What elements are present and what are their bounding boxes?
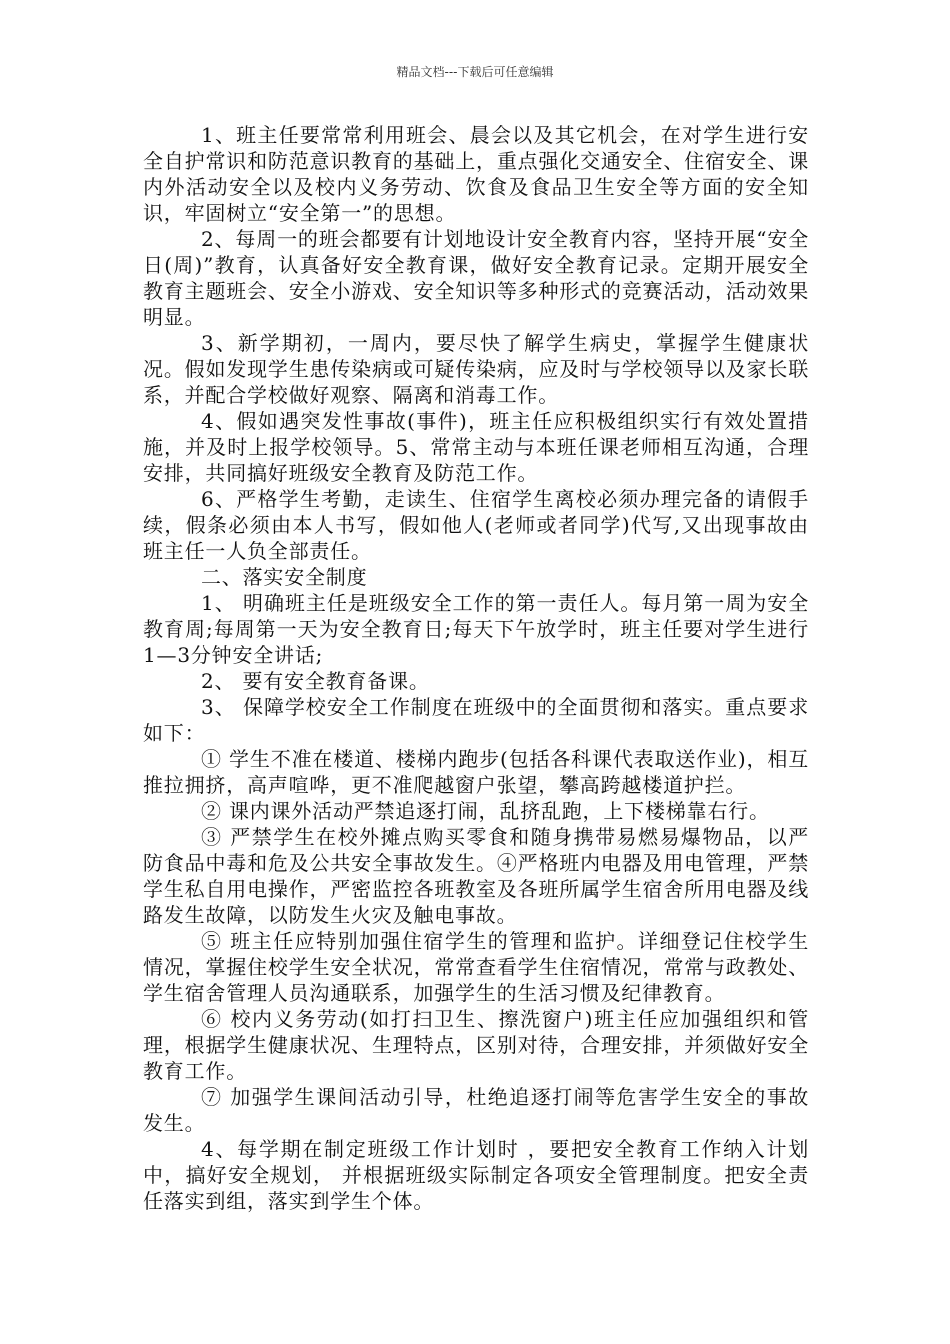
paragraph-item-4: 4、假如遇突发性事故(事件)，班主任应积极组织实行有效处置措施，并及时上报学校领导。5、常常主动与本班任课老师相互沟通，合理安排，共同搞好班级安全教育及防范工作。	[143, 409, 809, 485]
requirement-item-6: ⑥ 校内义务劳动(如打扫卫生、擦洗窗户)班主任应加强组织和管理，根据学生健康状况、生理特点，区别对待，合理安排，并须做好安全教育工作。	[143, 1007, 809, 1083]
section-heading: 二、落实安全制度	[201, 565, 368, 589]
requirement-item-5: ⑤ 班主任应特别加强住宿学生的管理和监护。详细登记住校学生情况，掌握住校学生安全状况，常常查看学生住宿情况，常常与政教处、学生宿舍管理人员沟通联系，加强学生的生活习惯及纪律教育。	[143, 929, 809, 1005]
section-item-3: 3、 保障学校安全工作制度在班级中的全面贯彻和落实。重点要求如下：	[143, 695, 809, 745]
requirement-item-3: ③ 严禁学生在校外摊点购买零食和随身携带易燃易爆物品，以严防食品中毒和危及公共安全事故发生。④严格班内电器及用电管理，严禁学生私自用电操作，严密监控各班教室及各班所属学生宿舍所用电器及线路发生故障，以防发生火灾及触电事故。	[143, 825, 809, 927]
section-item-1: 1、 明确班主任是班级安全工作的第一责任人。每月第一周为安全教育周;每周第一天为安全教育日;每天下午放学时，班主任要对学生进行1—3分钟安全讲话;	[143, 591, 809, 667]
paragraph-item-6: 6、严格学生考勤，走读生、住宿学生离校必须办理完备的请假手续，假条必须由本人书写，假如他人(老师或者同学)代写,又出现事故由班主任一人负全部责任。	[143, 487, 809, 563]
document-body	[143, 122, 809, 1214]
requirement-item-2: ② 课内课外活动严禁追逐打闹，乱挤乱跑，上下楼梯靠右行。	[201, 799, 770, 823]
paragraph-item-1: 1、班主任要常常利用班会、晨会以及其它机会，在对学生进行安全自护常识和防范意识教育的基础上，重点强化交通安全、住宿安全、课内外活动安全以及校内义务劳动、饮食及食品卫生安全等方面的安全知识，牢固树立“安全第一”的思想。	[143, 123, 809, 225]
page-header: 精品文档---下载后可任意编辑	[396, 65, 554, 79]
paragraph-item-3: 3、新学期初，一周内，要尽快了解学生病史，掌握学生健康状况。假如发现学生患传染病或可疑传染病，应及时与学校领导以及家长联系，并配合学校做好观察、隔离和消毒工作。	[143, 331, 809, 407]
requirement-item-1: ① 学生不准在楼道、楼梯内跑步(包括各科课代表取送作业)，相互推拉拥挤，高声喧哗，更不准爬越窗户张望，攀高跨越楼道护拦。	[143, 747, 809, 797]
section-item-2: 2、 要有安全教育备课。	[201, 669, 430, 693]
paragraph-item-2: 2、每周一的班会都要有计划地设计安全教育内容，坚持开展“安全日(周)”教育，认真备好安全教育课，做好安全教育记录。定期开展安全教育主题班会、安全小游戏、安全知识等多种形式的竞赛活动，活动效果明显。	[143, 227, 809, 329]
requirement-item-7: ⑦ 加强学生课间活动引导，杜绝追逐打闹等危害学生安全的事故发生。	[143, 1085, 809, 1135]
section-item-4: 4、每学期在制定班级工作计划时 ，要把安全教育工作纳入计划中，搞好安全规划， 并根据班级实际制定各项安全管理制度。把安全责任落实到组，落实到学生个体。	[143, 1137, 809, 1213]
